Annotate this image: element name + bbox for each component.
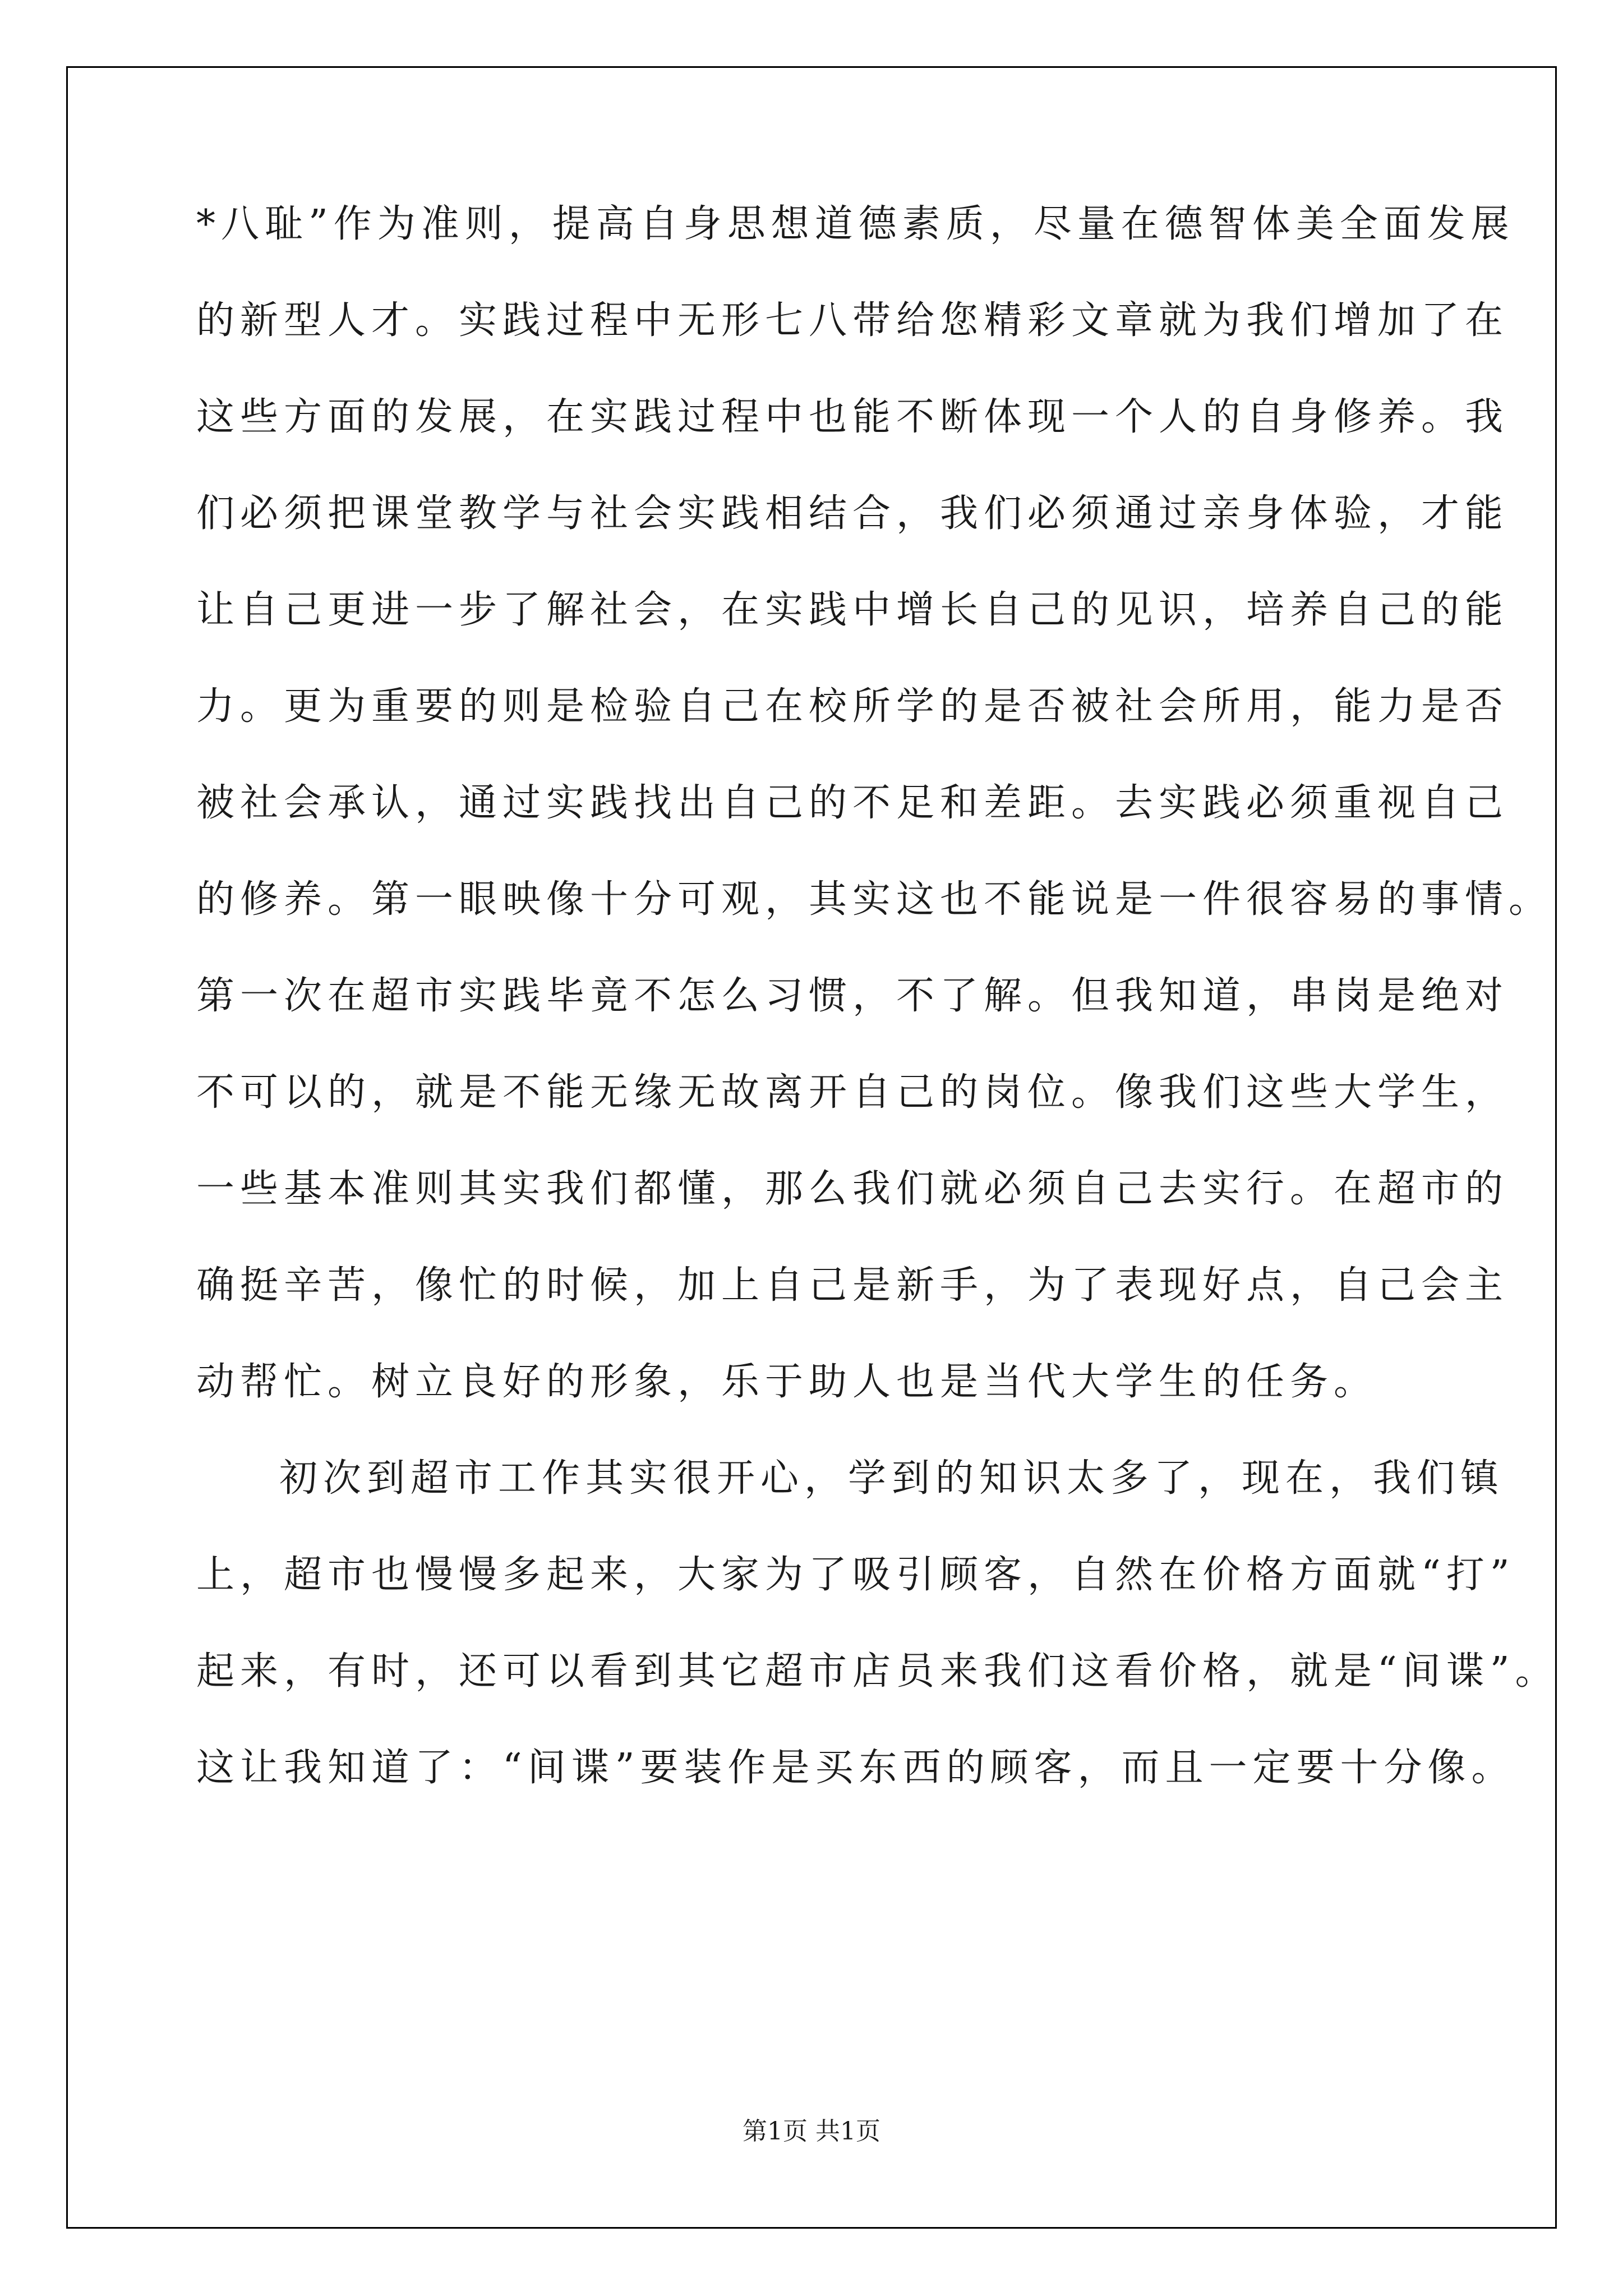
text-line: 上，超市也慢慢多起来，大家为了吸引顾客，自然在价格方面就“打”: [196, 1553, 1515, 1597]
text-line: 被社会承认，通过实践找出自己的不足和差距。去实践必须重视自己: [196, 781, 1509, 825]
text-line: 的修养。第一眼映像十分可观，其实这也不能说是一件很容易的事情。: [196, 877, 1553, 922]
text-line: 第一次在超市实践毕竟不怎么习惯，不了解。但我知道，串岗是绝对: [196, 974, 1509, 1018]
text-line: *八耻”作为准则，提高自身思想道德素质，尽量在德智体美全面发展: [196, 202, 1515, 246]
text-line: 这让我知道了：“间谍”要装作是买东西的顾客，而且一定要十分像。: [196, 1746, 1515, 1790]
text-line: 确挺辛苦，像忙的时候，加上自己是新手，为了表现好点，自己会主: [196, 1263, 1509, 1308]
text-line: 不可以的，就是不能无缘无故离开自己的岗位。像我们这些大学生，: [196, 1070, 1509, 1115]
text-line: 们必须把课堂教学与社会实践相结合，我们必须通过亲身体验，才能: [196, 491, 1509, 536]
text-line: 动帮忙。树立良好的形象，乐于助人也是当代大学生的任务。: [196, 1360, 1378, 1404]
page-footer: 第1页 共1页: [743, 2117, 880, 2146]
paragraph-start-line: 初次到超市工作其实很开心，学到的知识太多了，现在，我们镇: [279, 1456, 1505, 1501]
text-line: 这些方面的发展，在实践过程中也能不断体现一个人的自身修养。我: [196, 395, 1509, 439]
text-line: 力。更为重要的则是检验自己在校所学的是否被社会所用，能力是否: [196, 684, 1509, 729]
text-line: 的新型人才。实践过程中无形七八带给您精彩文章就为我们增加了在: [196, 298, 1509, 343]
text-line: 让自己更进一步了解社会，在实践中增长自己的见识，培养自己的能: [196, 588, 1509, 632]
text-line: 起来，有时，还可以看到其它超市店员来我们这看价格，就是“间谍”。: [196, 1649, 1559, 1694]
text-line: 一些基本准则其实我们都懂，那么我们就必须自己去实行。在超市的: [196, 1167, 1509, 1211]
